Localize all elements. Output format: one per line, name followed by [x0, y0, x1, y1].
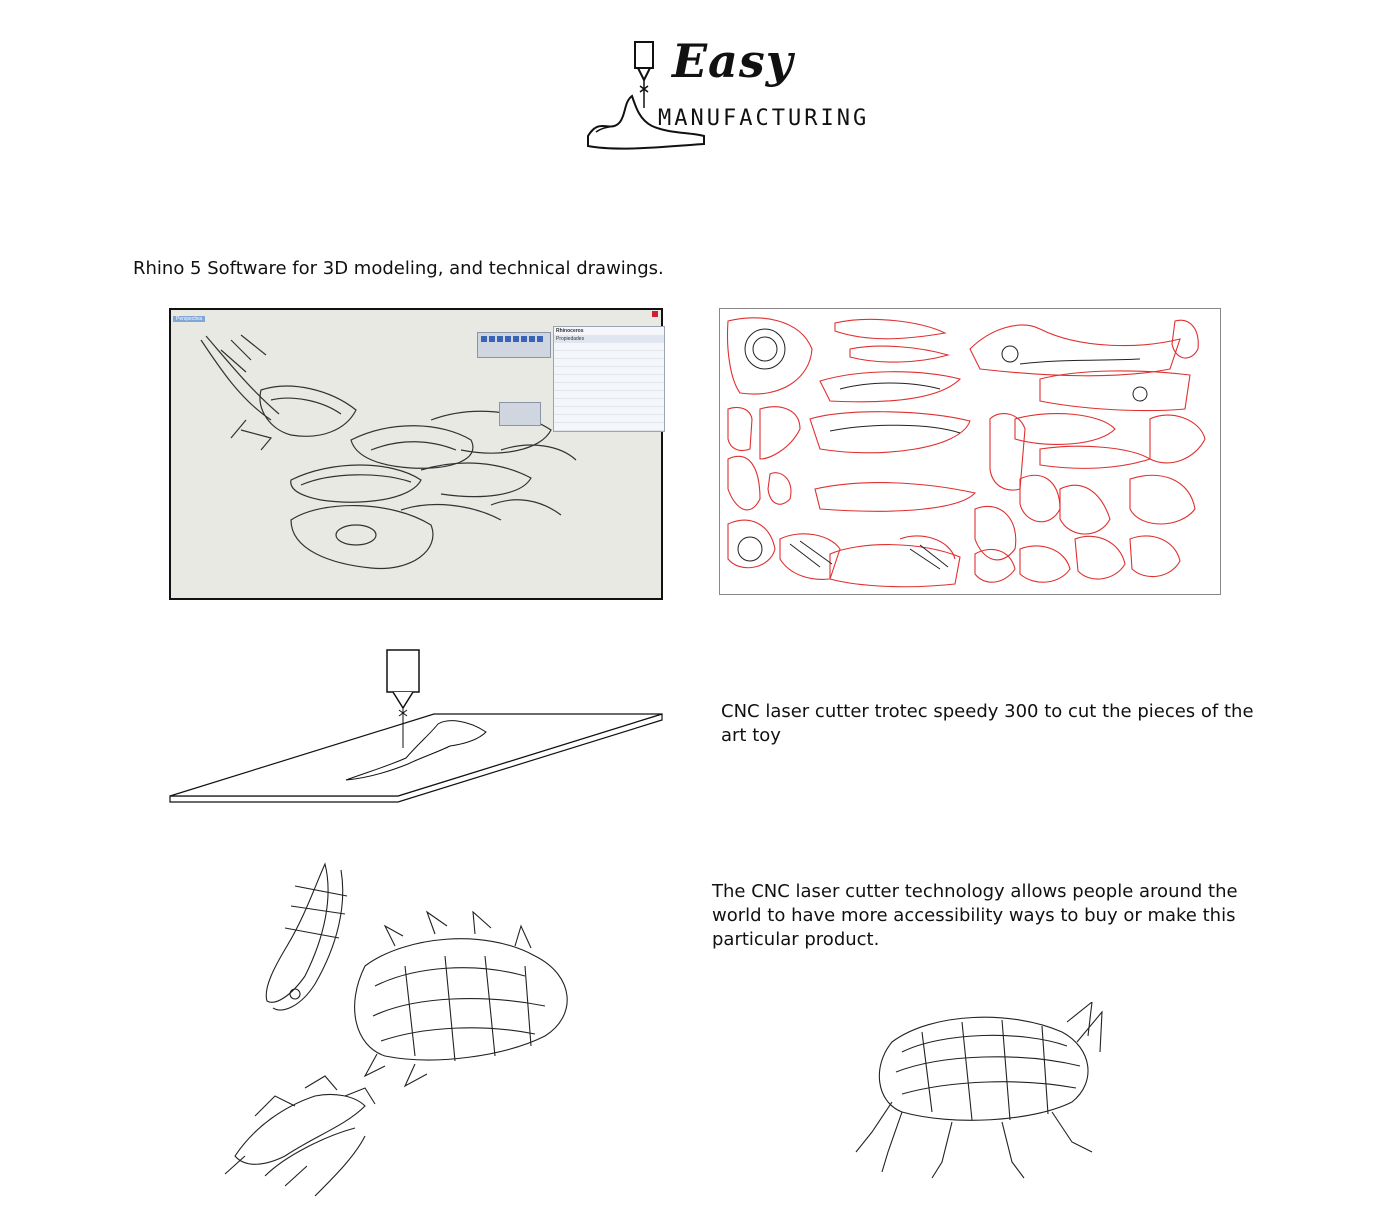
cut-pieces-drawing	[720, 309, 1220, 594]
assembled-model-illustration	[852, 1002, 1107, 1182]
exploded-model-illustration	[215, 856, 585, 1201]
laser-cutting-illustration	[168, 648, 668, 808]
properties-tab: Propiedades	[554, 335, 664, 343]
brand-logo	[580, 34, 870, 156]
rhino-viewport-screenshot	[169, 308, 663, 600]
cut-layout-sheet	[719, 308, 1221, 595]
viewport-tab: Perspectiva	[173, 316, 205, 322]
brand-subtitle: MANUFACTURING	[658, 106, 870, 131]
rhino-toolbar	[477, 332, 551, 358]
laser-caption: CNC laser cutter trotec speedy 300 to cut the pieces of the art toy	[721, 701, 1254, 746]
technology-caption: The CNC laser cutter technology allows people around the world to have more accessibility ways to buy or make this particular product.	[712, 881, 1238, 950]
properties-title: Rhinoceros	[556, 328, 584, 334]
brand-title: Easy	[672, 34, 794, 88]
modeling-caption: Rhino 5 Software for 3D modeling, and technical drawings.	[133, 258, 664, 279]
laser-head-icon	[387, 650, 419, 692]
properties-panel	[553, 326, 665, 432]
rhino-snap-toolbar	[499, 402, 541, 426]
